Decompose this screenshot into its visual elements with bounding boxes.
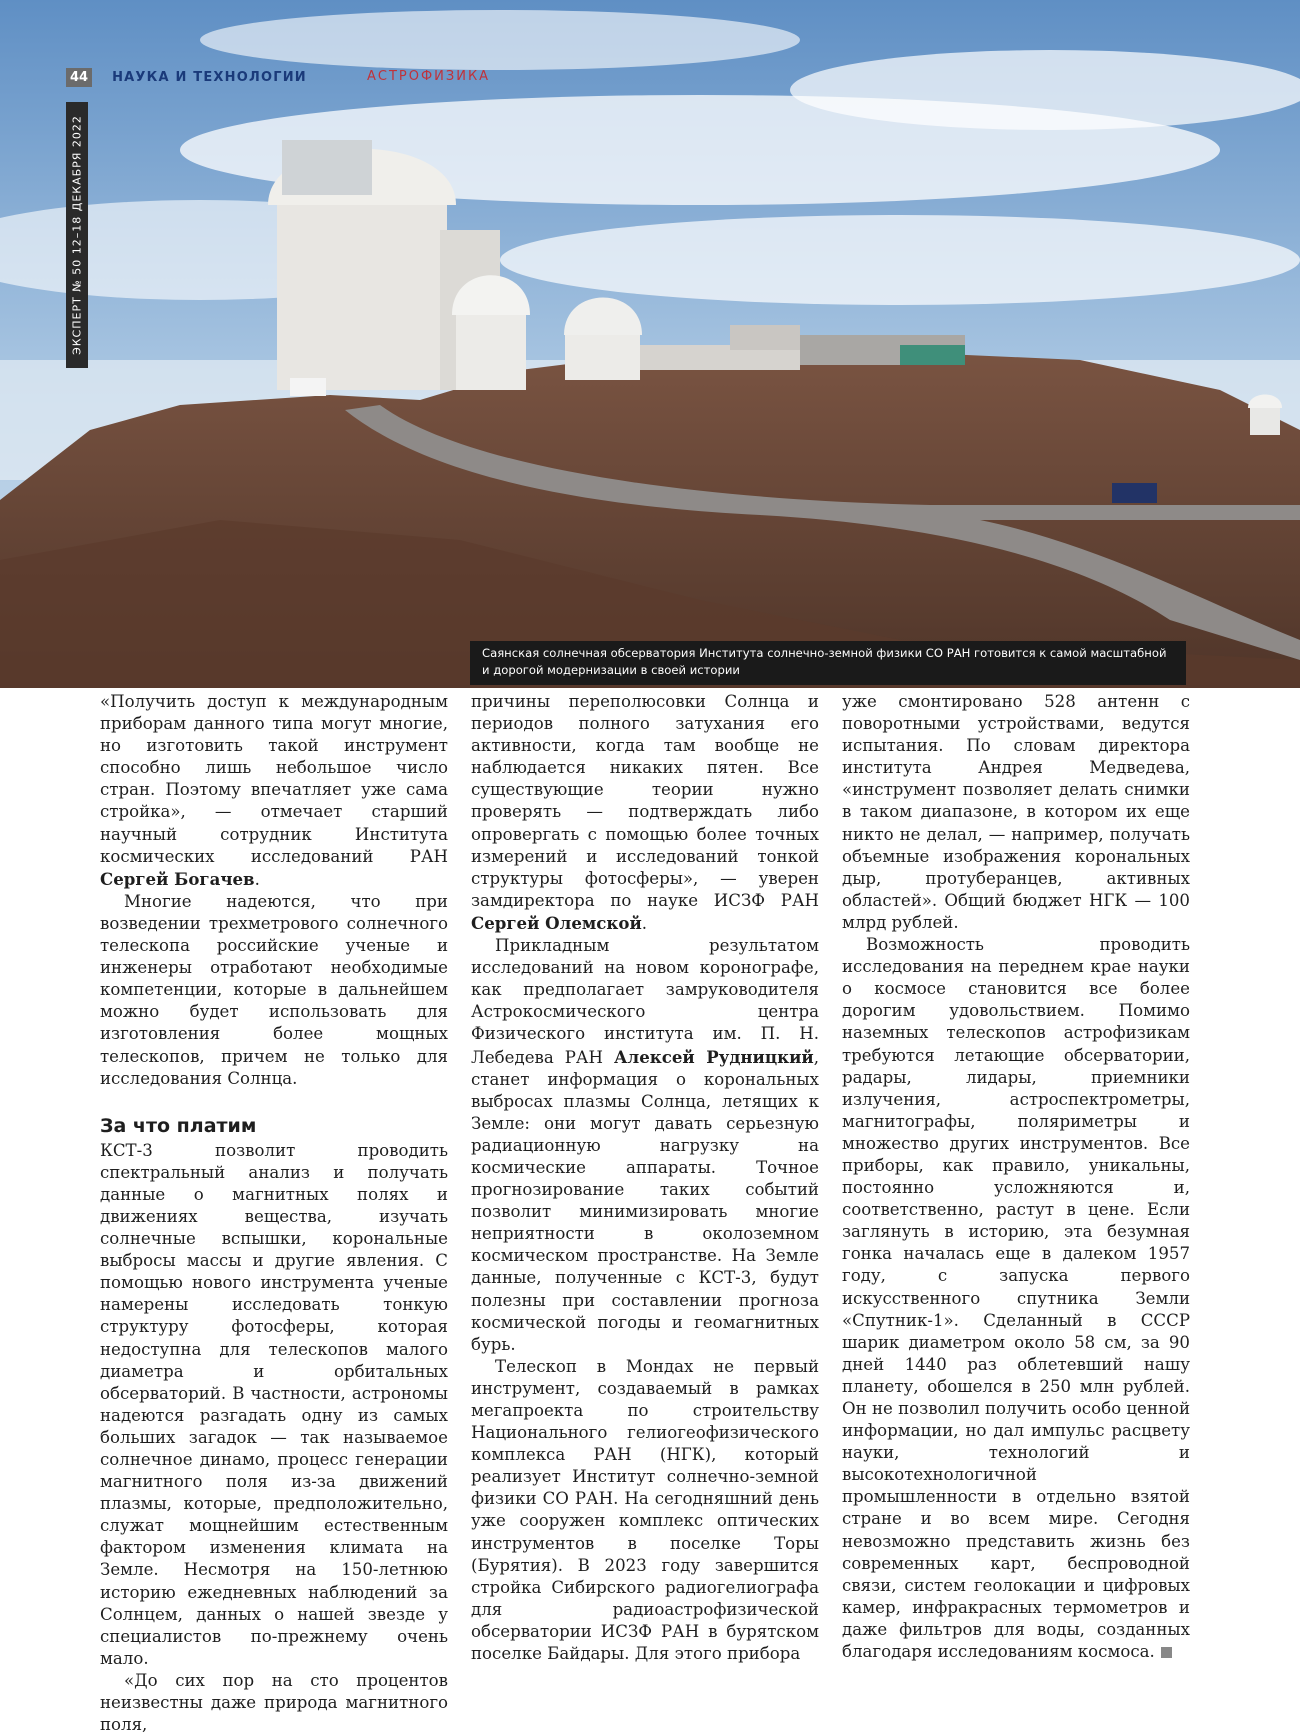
paragraph: уже смонтировано 528 антенн с поворотными устройствами, ведутся испытания. По словам директора института Андрея Медведева, «инструмент позволяет делать снимки в таком диапазоне, в котором их еще никто не делал, — например, получать объемные изображения корональных дыр, протуберанцев, активных областей». Общий бюджет НГК — 100 млрд рублей. [842,692,1190,932]
paragraph [471,935,819,1356]
paragraph: Многие надеются, что при возведении трехметрового солнечного телескопа российские ученые и инженеры отработают необходимые компетенции, которые в дальнейшем можно будет использовать для изготовления более мощных телескопов, причем не только для исследования Солнца. [100,891,448,1088]
issue-strip [66,102,88,368]
text-run: Прикладным результатом исследований на новом коронографе, как предполагает замруководителя Астрокосмического центра Физического института им. П. Н. Лебедева РАН [471,936,819,1067]
issue-text: ЭКСПЕРТ № 50 12–18 ДЕКАБРЯ 2022 [70,115,84,355]
subheading: За что платим [100,1114,257,1137]
page-number: 44 [66,68,92,87]
text-run: Возможность проводить исследования на переднем крае науки о космосе становится все более дорогим удовольствием. Помимо наземных телескопов астрофизикам требуются летающие обсерватории, радары, лидары, приемники излучения, астроспектрометры, магнитографы, поляриметры и множество других инструментов. Все приборы, как правило, уникальны, постоянно усложняются и, соответственно, растут в цене. Если заглянуть в историю, эта безумная гонка началась еще в далеком 1957 году, с запуска первого искусственного спутника Земли «Спутник-1». Сделанный в СССР шарик диаметром около 58 см, за 90 дней 1440 раз облетевший нашу планету, обошелся в 250 млн рублей. Он не позволил получить особо ценной информации, но дал импульс расцвету науки, технологий и высокотехнологичной промышленности в отдельно взятой стране и во всем мире. Сегодня невозможно представить жизнь без современных карт, беспроводной связи, систем геолокации и цифровых камер, инфракрасных термометров и даже фильтров для воды, созданных благодаря исследованиям космоса. [842,935,1191,1662]
column-2 [471,691,819,1665]
paragraph: Телескоп в Мондах не первый инструмент, создаваемый в рамках мегапроекта по строительству Национального гелиогеофизического комплекса РАН (НГК), который реализует Институт солнечно-земной физики СО РАН. На сегодняшний день уже сооружен комплекс оптических инструментов в поселке Торы (Бурятия). В 2023 году завершится стройка Сибирского радиогелиографа для радиоастрофизической обсерватории ИСЗФ РАН в бурятском поселке Байдары. Для этого прибора [471,1356,819,1664]
text-run: «Получить доступ к международным приборам данного типа могут многие, но изготовить такой инструмент способно лишь небольшое число стран. Поэтому впечатляет уже сама стройка», — отмечает старший научный сотрудник Института космических исследований РАН [100,692,448,866]
paragraph: «До сих пор на сто процентов неизвестны даже природа магнитного поля, [100,1670,448,1735]
person-name: Алексей Рудницкий [613,1046,814,1067]
page-header [66,66,307,88]
text-run: причины переполюсовки Солнца и периодов полного затухания его активности, когда там вообще не наблюдается никаких пятен. Все существующие теории нужно проверять — подтверждать либо опровергать с помощью более точных измерений и исследований тонкой структуры фотосферы», — уверен замдиректора по науке ИСЗФ РАН [471,692,819,910]
paragraph [471,691,819,935]
paragraph [100,691,448,891]
column-1 [100,691,448,1736]
text-run: . [641,913,648,933]
end-mark-icon [1161,1647,1172,1658]
paragraph: КСТ-3 позволит проводить спектральный анализ и получать данные о магнитных полях и движениях вещества, изучать солнечные вспышки, корональные выбросы массы и другие явления. С помощью нового инструмента ученые намерены исследовать тонкую структуру фотосферы, которая недоступна для телескопов малого диаметра и орбитальных обсерваторий. В частности, астрономы надеются разгадать одну из самых больших загадок — так называемое солнечное динамо, процесс генерации магнитного поля из-за движений плазмы, которые, предположительно, служат мощнейшим естественным фактором изменения климата на Земле. Несмотря на 150-летнюю историю ежедневных наблюдений за Солнцем, данных о нашей звезде у специалистов по-прежнему очень мало. [100,1140,448,1668]
article-body [100,691,1191,1735]
photo-caption: Саянская солнечная обсерватория Института солнечно-земной физики СО РАН готовится к самой масштабной и дорогой модернизации в своей истории [470,641,1186,685]
column-3 [842,691,1190,1663]
text-run: . [254,869,260,889]
person-name: Сергей Олемской [471,912,642,933]
person-name: Сергей Богачев [100,868,255,889]
text-run: , станет информация о корональных выбросах плазмы Солнца, летящих к Земле: они могут давать серьезную радиационную нагрузку на космические аппараты. Точное прогнозирование таких событий позволит минимизировать многие неприятности в околоземном космическом пространстве. На Земле данные, полученные с КСТ-3, будут полезны при составлении прогноза космической погоды и геомагнитных бурь. [471,1047,819,1354]
section-title: НАУКА И ТЕХНОЛОГИИ [112,69,307,85]
observatory-photo [0,0,1300,688]
observatory-illustration [0,0,1300,688]
paragraph [842,934,1190,1663]
rubric-label: АСТРОФИЗИКА [367,69,491,84]
